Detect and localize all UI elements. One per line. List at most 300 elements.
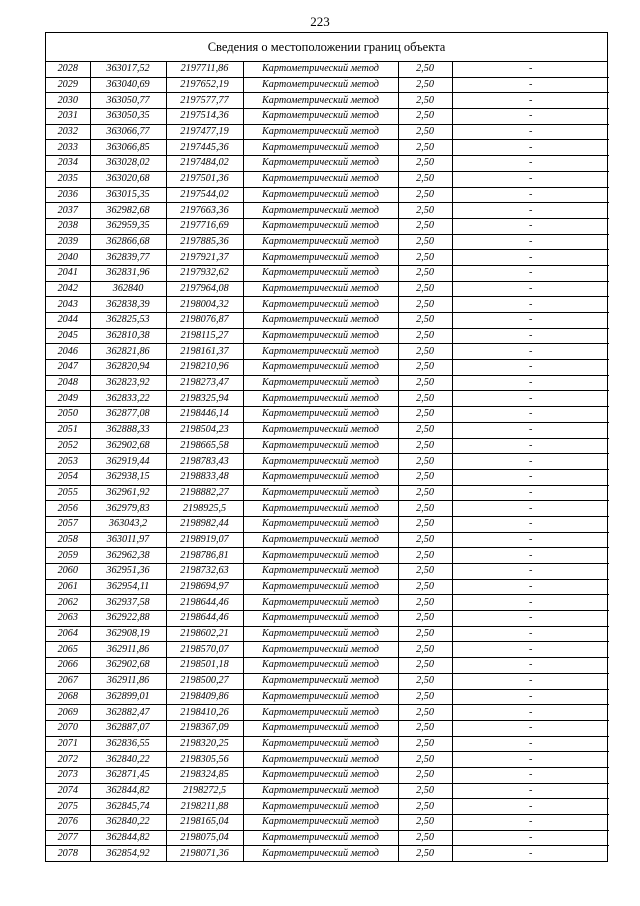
method-cell: Картометрический метод <box>243 611 398 627</box>
y-coordinate-cell: 2198075,04 <box>166 830 243 846</box>
accuracy-cell: 2,50 <box>398 250 452 266</box>
coordinates-table-body <box>46 62 609 861</box>
table-row <box>46 203 609 219</box>
description-cell: - <box>452 203 609 219</box>
method-cell: Картометрический метод <box>243 93 398 109</box>
method-cell: Картометрический метод <box>243 281 398 297</box>
table-row <box>46 532 609 548</box>
x-coordinate-cell: 362825,53 <box>90 313 166 329</box>
accuracy-cell: 2,50 <box>398 422 452 438</box>
table-row <box>46 595 609 611</box>
table-row <box>46 328 609 344</box>
method-cell: Картометрический метод <box>243 705 398 721</box>
description-cell: - <box>452 626 609 642</box>
accuracy-cell: 2,50 <box>398 767 452 783</box>
y-coordinate-cell: 2198325,94 <box>166 391 243 407</box>
accuracy-cell: 2,50 <box>398 595 452 611</box>
table-row <box>46 815 609 831</box>
x-coordinate-cell: 362845,74 <box>90 799 166 815</box>
y-coordinate-cell: 2197885,36 <box>166 234 243 250</box>
table-row <box>46 62 609 77</box>
table-row <box>46 422 609 438</box>
method-cell: Картометрический метод <box>243 360 398 376</box>
y-coordinate-cell: 2198410,26 <box>166 705 243 721</box>
x-coordinate-cell: 362854,92 <box>90 846 166 861</box>
description-cell: - <box>452 736 609 752</box>
table-row <box>46 548 609 564</box>
y-coordinate-cell: 2198786,81 <box>166 548 243 564</box>
y-coordinate-cell: 2197544,02 <box>166 187 243 203</box>
accuracy-cell: 2,50 <box>398 140 452 156</box>
method-cell: Картометрический метод <box>243 815 398 831</box>
x-coordinate-cell: 362836,55 <box>90 736 166 752</box>
x-coordinate-cell: 363043,2 <box>90 516 166 532</box>
method-cell: Картометрический метод <box>243 265 398 281</box>
x-coordinate-cell: 362840 <box>90 281 166 297</box>
y-coordinate-cell: 2198367,09 <box>166 720 243 736</box>
accuracy-cell: 2,50 <box>398 501 452 517</box>
x-coordinate-cell: 362831,96 <box>90 265 166 281</box>
x-coordinate-cell: 362938,15 <box>90 469 166 485</box>
x-coordinate-cell: 362982,68 <box>90 203 166 219</box>
x-coordinate-cell: 362922,88 <box>90 611 166 627</box>
x-coordinate-cell: 363015,35 <box>90 187 166 203</box>
method-cell: Картометрический метод <box>243 375 398 391</box>
x-coordinate-cell: 362902,68 <box>90 658 166 674</box>
x-coordinate-cell: 363028,02 <box>90 156 166 172</box>
y-coordinate-cell: 2198320,25 <box>166 736 243 752</box>
table-row <box>46 234 609 250</box>
accuracy-cell: 2,50 <box>398 783 452 799</box>
accuracy-cell: 2,50 <box>398 642 452 658</box>
accuracy-cell: 2,50 <box>398 328 452 344</box>
y-coordinate-cell: 2198500,27 <box>166 673 243 689</box>
method-cell: Картометрический метод <box>243 391 398 407</box>
y-coordinate-cell: 2198732,63 <box>166 564 243 580</box>
method-cell: Картометрический метод <box>243 407 398 423</box>
point-number-cell: 2076 <box>46 815 90 831</box>
x-coordinate-cell: 363011,97 <box>90 532 166 548</box>
description-cell: - <box>452 595 609 611</box>
description-cell: - <box>452 469 609 485</box>
method-cell: Картометрический метод <box>243 454 398 470</box>
x-coordinate-cell: 362882,47 <box>90 705 166 721</box>
method-cell: Картометрический метод <box>243 77 398 93</box>
description-cell: - <box>452 297 609 313</box>
y-coordinate-cell: 2197484,02 <box>166 156 243 172</box>
description-cell: - <box>452 375 609 391</box>
accuracy-cell: 2,50 <box>398 62 452 77</box>
point-number-cell: 2077 <box>46 830 90 846</box>
table-row <box>46 564 609 580</box>
point-number-cell: 2057 <box>46 516 90 532</box>
accuracy-cell: 2,50 <box>398 830 452 846</box>
point-number-cell: 2042 <box>46 281 90 297</box>
y-coordinate-cell: 2198071,36 <box>166 846 243 861</box>
method-cell: Картометрический метод <box>243 752 398 768</box>
accuracy-cell: 2,50 <box>398 77 452 93</box>
y-coordinate-cell: 2198919,07 <box>166 532 243 548</box>
point-number-cell: 2061 <box>46 579 90 595</box>
accuracy-cell: 2,50 <box>398 407 452 423</box>
accuracy-cell: 2,50 <box>398 720 452 736</box>
x-coordinate-cell: 362838,39 <box>90 297 166 313</box>
table-row <box>46 469 609 485</box>
table-row <box>46 140 609 156</box>
table-row <box>46 407 609 423</box>
table-row <box>46 218 609 234</box>
y-coordinate-cell: 2198409,86 <box>166 689 243 705</box>
table-row <box>46 281 609 297</box>
point-number-cell: 2071 <box>46 736 90 752</box>
description-cell: - <box>452 642 609 658</box>
y-coordinate-cell: 2198165,04 <box>166 815 243 831</box>
description-cell: - <box>452 391 609 407</box>
accuracy-cell: 2,50 <box>398 532 452 548</box>
y-coordinate-cell: 2198305,56 <box>166 752 243 768</box>
table-row <box>46 673 609 689</box>
method-cell: Картометрический метод <box>243 658 398 674</box>
table-row <box>46 720 609 736</box>
y-coordinate-cell: 2198115,27 <box>166 328 243 344</box>
method-cell: Картометрический метод <box>243 501 398 517</box>
x-coordinate-cell: 362962,38 <box>90 548 166 564</box>
description-cell: - <box>452 62 609 77</box>
y-coordinate-cell: 2198161,37 <box>166 344 243 360</box>
y-coordinate-cell: 2198004,32 <box>166 297 243 313</box>
x-coordinate-cell: 362823,92 <box>90 375 166 391</box>
y-coordinate-cell: 2198925,5 <box>166 501 243 517</box>
point-number-cell: 2068 <box>46 689 90 705</box>
point-number-cell: 2055 <box>46 485 90 501</box>
accuracy-cell: 2,50 <box>398 705 452 721</box>
x-coordinate-cell: 363040,69 <box>90 77 166 93</box>
description-cell: - <box>452 171 609 187</box>
description-cell: - <box>452 799 609 815</box>
table-row <box>46 156 609 172</box>
accuracy-cell: 2,50 <box>398 752 452 768</box>
y-coordinate-cell: 2198882,27 <box>166 485 243 501</box>
table-row <box>46 265 609 281</box>
method-cell: Картометрический метод <box>243 564 398 580</box>
method-cell: Картометрический метод <box>243 689 398 705</box>
x-coordinate-cell: 362840,22 <box>90 752 166 768</box>
table-row <box>46 501 609 517</box>
x-coordinate-cell: 362839,77 <box>90 250 166 266</box>
accuracy-cell: 2,50 <box>398 516 452 532</box>
method-cell: Картометрический метод <box>243 250 398 266</box>
x-coordinate-cell: 362871,45 <box>90 767 166 783</box>
point-number-cell: 2075 <box>46 799 90 815</box>
accuracy-cell: 2,50 <box>398 564 452 580</box>
accuracy-cell: 2,50 <box>398 124 452 140</box>
table-row <box>46 454 609 470</box>
table-row <box>46 93 609 109</box>
table-row <box>46 689 609 705</box>
method-cell: Картометрический метод <box>243 234 398 250</box>
point-number-cell: 2070 <box>46 720 90 736</box>
method-cell: Картометрический метод <box>243 140 398 156</box>
y-coordinate-cell: 2198833,48 <box>166 469 243 485</box>
method-cell: Картометрический метод <box>243 187 398 203</box>
method-cell: Картометрический метод <box>243 783 398 799</box>
accuracy-cell: 2,50 <box>398 438 452 454</box>
point-number-cell: 2037 <box>46 203 90 219</box>
point-number-cell: 2066 <box>46 658 90 674</box>
method-cell: Картометрический метод <box>243 642 398 658</box>
point-number-cell: 2051 <box>46 422 90 438</box>
y-coordinate-cell: 2198602,21 <box>166 626 243 642</box>
method-cell: Картометрический метод <box>243 799 398 815</box>
point-number-cell: 2036 <box>46 187 90 203</box>
accuracy-cell: 2,50 <box>398 109 452 125</box>
point-number-cell: 2049 <box>46 391 90 407</box>
point-number-cell: 2060 <box>46 564 90 580</box>
accuracy-cell: 2,50 <box>398 171 452 187</box>
accuracy-cell: 2,50 <box>398 203 452 219</box>
y-coordinate-cell: 2198501,18 <box>166 658 243 674</box>
x-coordinate-cell: 362844,82 <box>90 783 166 799</box>
method-cell: Картометрический метод <box>243 109 398 125</box>
y-coordinate-cell: 2198644,46 <box>166 611 243 627</box>
accuracy-cell: 2,50 <box>398 846 452 861</box>
point-number-cell: 2043 <box>46 297 90 313</box>
description-cell: - <box>452 579 609 595</box>
accuracy-cell: 2,50 <box>398 689 452 705</box>
y-coordinate-cell: 2198446,14 <box>166 407 243 423</box>
x-coordinate-cell: 362902,68 <box>90 438 166 454</box>
accuracy-cell: 2,50 <box>398 626 452 642</box>
y-coordinate-cell: 2197932,62 <box>166 265 243 281</box>
x-coordinate-cell: 362908,19 <box>90 626 166 642</box>
y-coordinate-cell: 2198570,07 <box>166 642 243 658</box>
table-row <box>46 767 609 783</box>
description-cell: - <box>452 705 609 721</box>
table-row <box>46 297 609 313</box>
x-coordinate-cell: 362866,68 <box>90 234 166 250</box>
table-row <box>46 783 609 799</box>
description-cell: - <box>452 187 609 203</box>
point-number-cell: 2032 <box>46 124 90 140</box>
x-coordinate-cell: 362954,11 <box>90 579 166 595</box>
accuracy-cell: 2,50 <box>398 218 452 234</box>
table-row <box>46 642 609 658</box>
point-number-cell: 2063 <box>46 611 90 627</box>
x-coordinate-cell: 362899,01 <box>90 689 166 705</box>
accuracy-cell: 2,50 <box>398 469 452 485</box>
x-coordinate-cell: 362887,07 <box>90 720 166 736</box>
x-coordinate-cell: 362888,33 <box>90 422 166 438</box>
method-cell: Картометрический метод <box>243 124 398 140</box>
description-cell: - <box>452 846 609 861</box>
point-number-cell: 2052 <box>46 438 90 454</box>
accuracy-cell: 2,50 <box>398 344 452 360</box>
description-cell: - <box>452 140 609 156</box>
x-coordinate-cell: 362833,22 <box>90 391 166 407</box>
point-number-cell: 2058 <box>46 532 90 548</box>
table-row <box>46 313 609 329</box>
point-number-cell: 2053 <box>46 454 90 470</box>
description-cell: - <box>452 767 609 783</box>
point-number-cell: 2044 <box>46 313 90 329</box>
point-number-cell: 2062 <box>46 595 90 611</box>
table-row <box>46 830 609 846</box>
description-cell: - <box>452 124 609 140</box>
x-coordinate-cell: 363050,35 <box>90 109 166 125</box>
description-cell: - <box>452 830 609 846</box>
table-row <box>46 516 609 532</box>
point-number-cell: 2030 <box>46 93 90 109</box>
accuracy-cell: 2,50 <box>398 815 452 831</box>
y-coordinate-cell: 2197501,36 <box>166 171 243 187</box>
accuracy-cell: 2,50 <box>398 548 452 564</box>
accuracy-cell: 2,50 <box>398 375 452 391</box>
table-row <box>46 658 609 674</box>
description-cell: - <box>452 548 609 564</box>
accuracy-cell: 2,50 <box>398 313 452 329</box>
description-cell: - <box>452 313 609 329</box>
method-cell: Картометрический метод <box>243 422 398 438</box>
table-row <box>46 705 609 721</box>
description-cell: - <box>452 93 609 109</box>
description-cell: - <box>452 689 609 705</box>
table-row <box>46 344 609 360</box>
method-cell: Картометрический метод <box>243 516 398 532</box>
table-row <box>46 77 609 93</box>
method-cell: Картометрический метод <box>243 720 398 736</box>
point-number-cell: 2038 <box>46 218 90 234</box>
y-coordinate-cell: 2197921,37 <box>166 250 243 266</box>
method-cell: Картометрический метод <box>243 218 398 234</box>
table-row <box>46 611 609 627</box>
accuracy-cell: 2,50 <box>398 187 452 203</box>
point-number-cell: 2078 <box>46 846 90 861</box>
y-coordinate-cell: 2197716,69 <box>166 218 243 234</box>
point-number-cell: 2065 <box>46 642 90 658</box>
table-row <box>46 846 609 861</box>
table-row <box>46 799 609 815</box>
y-coordinate-cell: 2197663,36 <box>166 203 243 219</box>
description-cell: - <box>452 234 609 250</box>
y-coordinate-cell: 2198644,46 <box>166 595 243 611</box>
x-coordinate-cell: 362911,86 <box>90 642 166 658</box>
y-coordinate-cell: 2197514,36 <box>166 109 243 125</box>
x-coordinate-cell: 363066,77 <box>90 124 166 140</box>
description-cell: - <box>452 454 609 470</box>
accuracy-cell: 2,50 <box>398 579 452 595</box>
description-cell: - <box>452 265 609 281</box>
description-cell: - <box>452 501 609 517</box>
y-coordinate-cell: 2198665,58 <box>166 438 243 454</box>
accuracy-cell: 2,50 <box>398 234 452 250</box>
description-cell: - <box>452 673 609 689</box>
description-cell: - <box>452 783 609 799</box>
y-coordinate-cell: 2197711,86 <box>166 62 243 77</box>
point-number-cell: 2040 <box>46 250 90 266</box>
x-coordinate-cell: 362844,82 <box>90 830 166 846</box>
x-coordinate-cell: 362951,36 <box>90 564 166 580</box>
description-cell: - <box>452 422 609 438</box>
x-coordinate-cell: 362820,94 <box>90 360 166 376</box>
x-coordinate-cell: 362959,35 <box>90 218 166 234</box>
description-cell: - <box>452 815 609 831</box>
description-cell: - <box>452 611 609 627</box>
method-cell: Картометрический метод <box>243 846 398 861</box>
method-cell: Картометрический метод <box>243 171 398 187</box>
accuracy-cell: 2,50 <box>398 611 452 627</box>
point-number-cell: 2046 <box>46 344 90 360</box>
description-cell: - <box>452 752 609 768</box>
method-cell: Картометрический метод <box>243 532 398 548</box>
description-cell: - <box>452 720 609 736</box>
point-number-cell: 2064 <box>46 626 90 642</box>
table-row <box>46 360 609 376</box>
method-cell: Картометрический метод <box>243 62 398 77</box>
point-number-cell: 2045 <box>46 328 90 344</box>
accuracy-cell: 2,50 <box>398 156 452 172</box>
x-coordinate-cell: 362821,86 <box>90 344 166 360</box>
point-number-cell: 2073 <box>46 767 90 783</box>
description-cell: - <box>452 438 609 454</box>
table-row <box>46 579 609 595</box>
accuracy-cell: 2,50 <box>398 93 452 109</box>
point-number-cell: 2034 <box>46 156 90 172</box>
y-coordinate-cell: 2198324,85 <box>166 767 243 783</box>
boundary-sheet <box>45 32 608 862</box>
table-row <box>46 626 609 642</box>
description-cell: - <box>452 250 609 266</box>
point-number-cell: 2074 <box>46 783 90 799</box>
point-number-cell: 2059 <box>46 548 90 564</box>
method-cell: Картометрический метод <box>243 297 398 313</box>
point-number-cell: 2033 <box>46 140 90 156</box>
accuracy-cell: 2,50 <box>398 281 452 297</box>
y-coordinate-cell: 2197577,77 <box>166 93 243 109</box>
description-cell: - <box>452 344 609 360</box>
x-coordinate-cell: 362810,38 <box>90 328 166 344</box>
x-coordinate-cell: 363066,85 <box>90 140 166 156</box>
x-coordinate-cell: 362979,83 <box>90 501 166 517</box>
x-coordinate-cell: 362937,58 <box>90 595 166 611</box>
point-number-cell: 2056 <box>46 501 90 517</box>
description-cell: - <box>452 658 609 674</box>
description-cell: - <box>452 218 609 234</box>
table-row <box>46 171 609 187</box>
table-row <box>46 391 609 407</box>
y-coordinate-cell: 2198783,43 <box>166 454 243 470</box>
x-coordinate-cell: 362877,08 <box>90 407 166 423</box>
description-cell: - <box>452 77 609 93</box>
description-cell: - <box>452 516 609 532</box>
accuracy-cell: 2,50 <box>398 297 452 313</box>
x-coordinate-cell: 362961,92 <box>90 485 166 501</box>
table-row <box>46 438 609 454</box>
point-number-cell: 2028 <box>46 62 90 77</box>
description-cell: - <box>452 281 609 297</box>
method-cell: Картометрический метод <box>243 548 398 564</box>
description-cell: - <box>452 485 609 501</box>
page-number: 223 <box>310 14 330 29</box>
y-coordinate-cell: 2198211,88 <box>166 799 243 815</box>
x-coordinate-cell: 362919,44 <box>90 454 166 470</box>
description-cell: - <box>452 360 609 376</box>
x-coordinate-cell: 363017,52 <box>90 62 166 77</box>
method-cell: Картометрический метод <box>243 344 398 360</box>
point-number-cell: 2067 <box>46 673 90 689</box>
y-coordinate-cell: 2198210,96 <box>166 360 243 376</box>
table-row <box>46 250 609 266</box>
method-cell: Картометрический метод <box>243 595 398 611</box>
